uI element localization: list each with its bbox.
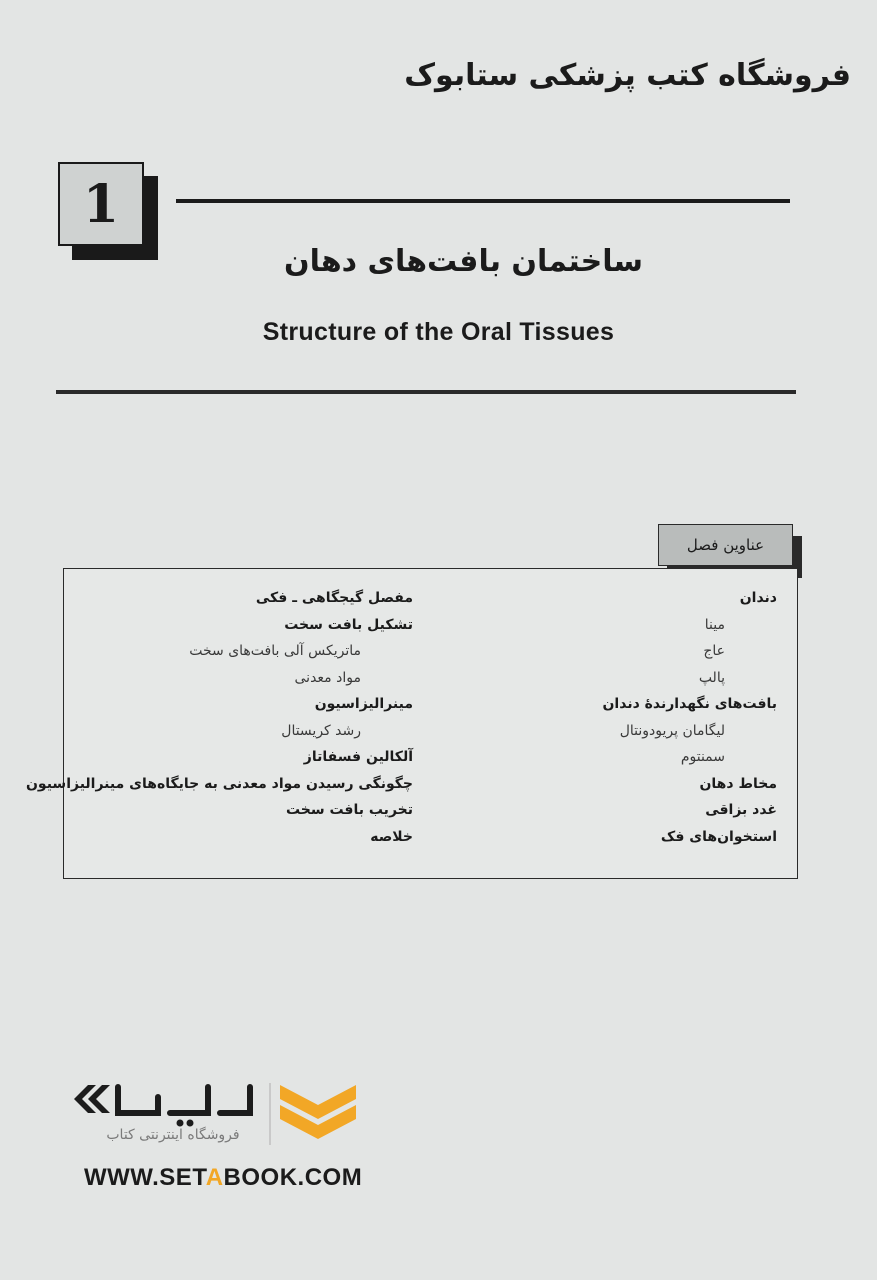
toc-item: مخاط دهان bbox=[699, 775, 777, 792]
toc-right-column bbox=[602, 585, 777, 850]
toc-item: دندان bbox=[739, 590, 777, 606]
toc-box bbox=[25, 568, 798, 879]
chapter-title-fa: ساختمان بافت‌های دهان bbox=[283, 244, 644, 279]
middle-rule bbox=[56, 390, 796, 394]
site-url-prefix: WWW.SET bbox=[84, 1164, 206, 1191]
site-url[interactable] bbox=[84, 1164, 362, 1192]
toc-item: مینا bbox=[704, 616, 725, 633]
setabook-logo bbox=[70, 1075, 370, 1155]
store-title: فروشگاه کتب پزشکی ستابوک bbox=[404, 58, 851, 93]
chevron-left-icon bbox=[74, 1085, 110, 1113]
toc-item: استخوان‌های فک bbox=[660, 828, 777, 845]
logo-tagline: فروشگاه اینترنتی کتاب bbox=[106, 1127, 240, 1143]
toc-item: پالپ bbox=[698, 669, 725, 686]
site-url-accent: A bbox=[205, 1164, 224, 1191]
toc-item: سمنتوم bbox=[680, 749, 725, 765]
toc-item: لیگامان پریودونتال bbox=[619, 722, 725, 739]
chapter-number: 1 bbox=[82, 173, 120, 235]
toc-left-column bbox=[26, 585, 413, 850]
toc-item: تشکیل بافت سخت bbox=[284, 616, 413, 633]
toc-item: رشد کریستال bbox=[281, 722, 361, 739]
chapter-title-en: Structure of the Oral Tissues bbox=[262, 318, 615, 346]
toc-item: چگونگی رسیدن مواد معدنی به جایگاه‌های مینرالیزاسیون bbox=[25, 775, 413, 792]
toc-item: آلکالین فسفاتاز bbox=[303, 749, 413, 765]
toc-item: تخریب بافت سخت bbox=[285, 802, 413, 818]
toc-item: غدد بزاقی bbox=[705, 802, 777, 818]
toc-item: عاج bbox=[703, 643, 725, 659]
toc-item: مفصل گیجگاهی ـ فکی bbox=[255, 590, 413, 606]
toc-item: مواد معدنی bbox=[294, 669, 361, 686]
chapter-number-box bbox=[58, 162, 144, 246]
site-url-suffix: BOOK.COM bbox=[223, 1164, 363, 1191]
toc-tab bbox=[658, 524, 793, 566]
toc-item: خلاصه bbox=[370, 828, 413, 845]
toc-item: بافت‌های نگهدارندهٔ دندان bbox=[602, 696, 777, 712]
logo-wordmark-icon bbox=[118, 1087, 250, 1113]
toc-tab-label: عناوین فصل bbox=[686, 536, 765, 554]
toc-item: مینرالیزاسیون bbox=[314, 696, 413, 712]
logo-dots-icon bbox=[177, 1120, 194, 1127]
top-rule bbox=[176, 199, 790, 203]
orange-chevron-icon bbox=[280, 1085, 356, 1139]
toc-item: ماتریکس آلی بافت‌های سخت bbox=[189, 643, 361, 659]
